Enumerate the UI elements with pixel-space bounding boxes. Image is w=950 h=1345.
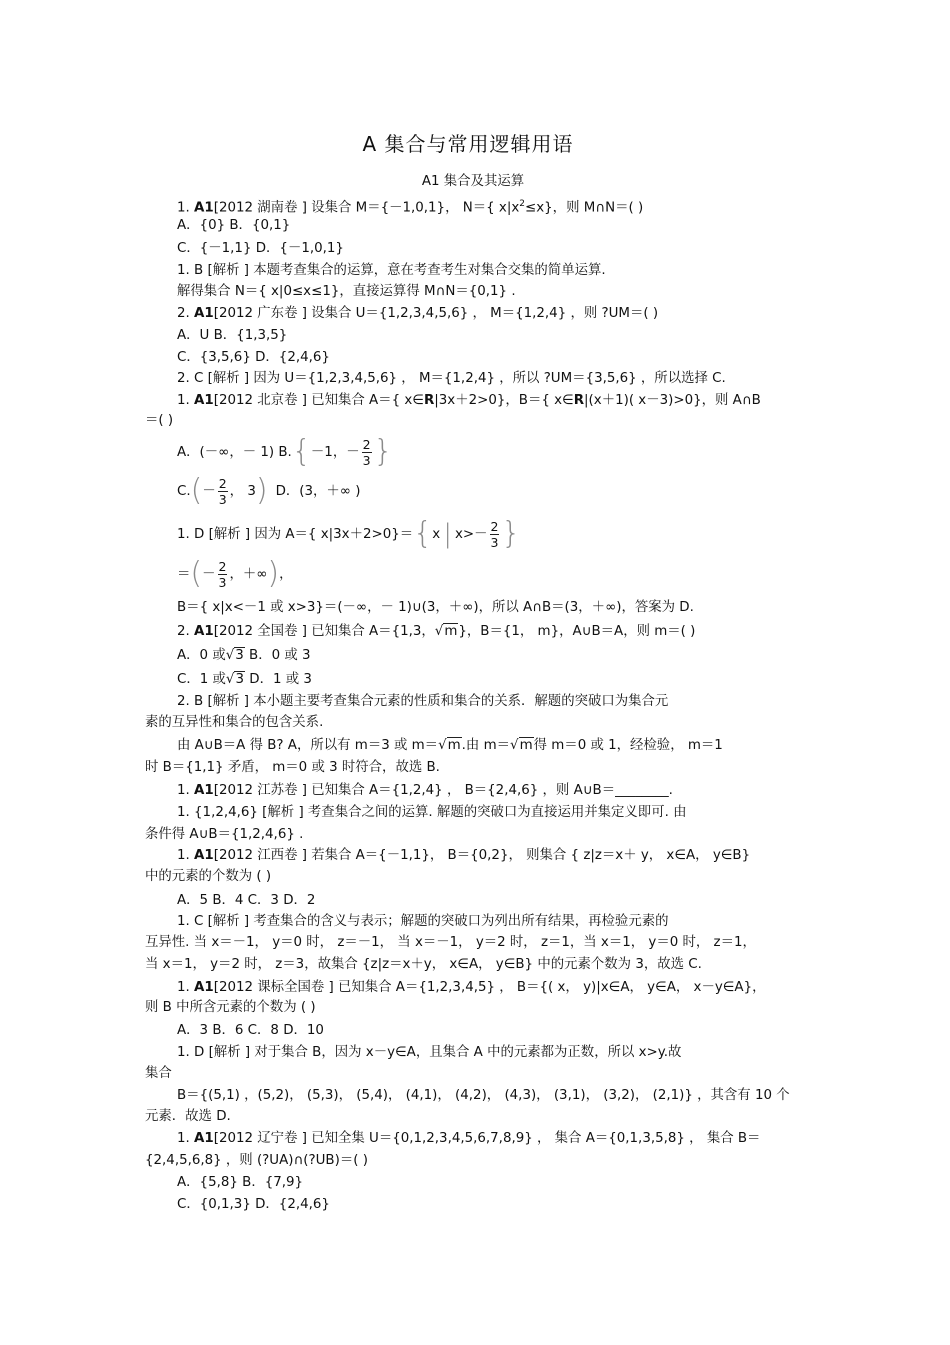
exponent: 2 xyxy=(519,199,526,209)
question-tag: A1 xyxy=(194,1131,214,1146)
question-beijing xyxy=(177,392,761,410)
reals-symbol: R xyxy=(573,393,585,408)
answer-text: ＝ xyxy=(177,567,191,582)
interval-end: ， 3 xyxy=(229,484,256,499)
set-content: －1，－ xyxy=(310,445,360,460)
question-number: 2. xyxy=(177,306,190,321)
option-text: D．1 或 3 xyxy=(245,672,312,687)
fraction xyxy=(218,476,228,507)
question-number: 1. xyxy=(177,1131,190,1146)
question-text: [2012 全国卷 ] 已知集合 A＝{1,3， xyxy=(213,624,435,639)
answer-line: 1. C [解析 ] 考查集合的含义与表示；解题的突破口为列出所有结果，再检验元素的 xyxy=(177,914,669,929)
question-text-line2: 中的元素的个数为 ( ) xyxy=(145,869,272,884)
question-text-line2: 则 B 中所含元素的个数为 ( ) xyxy=(145,1000,316,1015)
question-tag: A1 xyxy=(194,848,214,863)
right-paren: ) xyxy=(267,556,280,591)
answer-text: 由 A∪B＝A 得 B? A，所以有 m＝3 或 m＝ xyxy=(177,738,439,753)
square-root: √3 xyxy=(225,672,244,687)
question-number: 1. xyxy=(177,848,190,863)
fraction-denominator: 3 xyxy=(490,534,499,550)
square-root: √m xyxy=(434,624,458,639)
answer-text: 得 m＝0 或 1，经检验， m＝1 xyxy=(533,738,723,753)
options-row: A．3 B．6 C．8 D．10 xyxy=(177,1023,324,1038)
options-row: A．5 B．4 C．3 D．2 xyxy=(177,893,316,908)
question-text-line2: {2,4,5,6,8} ，则 (?UA)∩(?UB)＝( ) xyxy=(145,1153,368,1168)
question-number: 1. xyxy=(177,980,190,995)
question-number: 1. xyxy=(177,200,190,216)
radicand: m xyxy=(519,738,533,753)
square-root: √m xyxy=(438,738,461,753)
question-jiangsu xyxy=(177,782,673,800)
right-brace: } xyxy=(501,516,521,551)
options-row-cd xyxy=(177,470,360,512)
set-condition: x>－ xyxy=(454,527,488,542)
answer-line: 1. D [解析 ] 对于集合 B，因为 x－y∈A，且集合 A 中的元素都为正数，所以 x>y.故 xyxy=(177,1045,682,1060)
question-text-line2: ＝( ) xyxy=(145,413,174,428)
set-bar: | xyxy=(443,519,452,549)
question-kebiao xyxy=(177,979,766,997)
right-paren: ) xyxy=(255,473,268,508)
question-text-tail: ≤x}，则 M∩N＝( ) xyxy=(525,200,644,216)
answer-line: 1. {1,2,4,6} [解析 ] 考查集合之间的运算. 解题的突破口为直接运用并集定义即可. 由 xyxy=(177,805,687,820)
question-number: 2. xyxy=(177,624,190,639)
left-paren: ( xyxy=(190,473,203,508)
fraction xyxy=(362,437,372,468)
options-row xyxy=(177,671,312,689)
question-guangdong xyxy=(177,305,658,323)
right-brace: } xyxy=(373,434,393,469)
question-tag: A1 xyxy=(194,783,214,798)
question-text: [2012 广东卷 ] 设集合 U＝{1,2,3,4,5,6} ， M＝{1,2,4} ，则 ?UM＝( ) xyxy=(213,306,659,321)
fraction xyxy=(218,559,228,590)
radicand: 3 xyxy=(235,648,244,663)
options-row: A．{5,8} B．{7,9} xyxy=(177,1175,304,1190)
answer-line: 条件得 A∪B＝{1,2,4,6} . xyxy=(145,827,304,842)
question-text: |3x＋2>0}，B＝{ x∈ xyxy=(434,393,574,408)
fraction-numerator: 2 xyxy=(490,518,499,534)
interval-end: ，＋∞ xyxy=(229,567,268,582)
answer-line: 集合 xyxy=(145,1066,172,1081)
question-tag: A1 xyxy=(194,306,214,321)
question-number: 1. xyxy=(177,783,190,798)
question-tag: A1 xyxy=(194,393,214,408)
question-hunan xyxy=(177,195,643,217)
fraction xyxy=(490,519,500,550)
options-row: C．{－1,1} D．{－1,0,1} xyxy=(177,241,344,256)
answer-line: 1. B [解析 ] 本题考查集合的运算，意在考查考生对集合交集的简单运算. xyxy=(177,263,606,278)
option-text: C．1 或 xyxy=(177,672,226,687)
left-paren: ( xyxy=(190,556,203,591)
radicand: m xyxy=(444,624,458,639)
radicand: 3 xyxy=(235,672,244,687)
answer-line: B＝{(5,1) ，(5,2)， (5,3)， (5,4)， (4,1)， (4,2)， (4,3)， (3,1)， (3,2)， (2,1)} ，其含有 10 个 xyxy=(177,1088,790,1103)
square-root: √m xyxy=(510,738,533,753)
question-text: |(x＋1)( x－3)>0}，则 A∩B xyxy=(584,393,761,408)
page-title: A 集合与常用逻辑用语 xyxy=(362,132,574,156)
fraction-numerator: 2 xyxy=(218,475,227,491)
answer-line xyxy=(177,553,293,595)
fraction-numerator: 2 xyxy=(218,558,227,574)
left-brace: { xyxy=(291,434,311,469)
answer-text: ， xyxy=(279,567,293,582)
answer-line: 2. B [解析 ] 本小题主要考查集合元素的性质和集合的关系．解题的突破口为集合元 xyxy=(177,694,669,709)
question-text: [2012 江西卷 ] 若集合 A＝{－1,1}， B＝{0,2}， 则集合 { z|z＝x＋ y， x∈A， y∈B} xyxy=(213,848,751,863)
left-brace: { xyxy=(413,516,433,551)
interval-start: － xyxy=(202,567,216,582)
question-number: 1. xyxy=(177,393,190,408)
answer-line xyxy=(177,737,723,755)
options-row: A．U B．{1,3,5} xyxy=(177,328,288,343)
square-root: √3 xyxy=(225,648,244,663)
answer-line: 元素．故选 D. xyxy=(145,1109,231,1124)
option-c-label: C. xyxy=(177,484,191,499)
fraction-numerator: 2 xyxy=(362,436,371,452)
question-jiangxi xyxy=(177,847,750,865)
radicand: m xyxy=(447,738,461,753)
question-tag: A1 xyxy=(194,980,214,995)
options-row-ab xyxy=(177,432,393,472)
answer-line: 2. C [解析 ] 因为 U＝{1,2,3,4,5,6} ， M＝{1,2,4} ，所以 ?UM＝{3,5,6} ，所以选择 C. xyxy=(177,371,726,386)
question-text: [2012 北京卷 ] 已知集合 A＝{ x∈ xyxy=(213,393,424,408)
answer-line: B＝{ x|x<－1 或 x>3}＝(－∞，－ 1)∪(3，＋∞)，所以 A∩B＝(3，＋∞)，答案为 D. xyxy=(177,600,694,615)
answer-line: 解得集合 N＝{ x|0≤x≤1}，直接运算得 M∩N＝{0,1} . xyxy=(177,284,516,299)
interval-start: － xyxy=(202,484,216,499)
answer-line: 时 B＝{1,1} 矛盾， m＝0 或 3 时符合，故选 B. xyxy=(145,760,440,775)
option-a-b: A．(－∞，－ 1) B. xyxy=(177,445,292,460)
answer-text: .由 m＝ xyxy=(461,738,511,753)
answer-line: 互异性. 当 x＝－1， y＝0 时， z＝－1， 当 x＝－1， y＝2 时， z＝1，当 x＝1， y＝0 时， z＝1， xyxy=(145,935,756,950)
question-text: [2012 辽宁卷 ] 已知全集 U＝{0,1,2,3,4,5,6,7,8,9} ， 集合 A＝{0,1,3,5,8} ， 集合 B＝ xyxy=(213,1131,761,1146)
option-d: D．(3，＋∞ ) xyxy=(275,484,361,499)
fraction-denominator: 3 xyxy=(218,491,227,507)
answer-text: 1. D [解析 ] 因为 A＝{ x|3x＋2>0}＝ xyxy=(177,527,414,542)
question-tag: A1 xyxy=(194,200,214,216)
question-text: [2012 江苏卷 ] 已知集合 A＝{1,2,4} ， B＝{2,4,6} ，则 A∪B＝________. xyxy=(213,783,673,798)
section-title: A1 集合及其运算 xyxy=(421,174,525,189)
question-text: [2012 湖南卷 ] 设集合 M＝{－1,0,1}， N＝{ x|x xyxy=(213,200,520,216)
options-row xyxy=(177,647,311,665)
answer-line xyxy=(177,512,521,556)
question-text: [2012 课标全国卷 ] 已知集合 A＝{1,2,3,4,5} ， B＝{( x， y)|x∈A， y∈A， x－y∈A}， xyxy=(213,980,766,995)
answer-line: 素的互异性和集合的包含关系. xyxy=(145,715,324,730)
answer-line: 当 x＝1， y＝2 时， z＝3，故集合 {z|z＝x＋y， x∈A， y∈B} 中的元素个数为 3，故选 C. xyxy=(145,957,702,972)
options-row: C．{3,5,6} D．{2,4,6} xyxy=(177,350,330,365)
question-liaoning xyxy=(177,1130,760,1148)
question-national xyxy=(177,623,695,641)
option-text: A．0 或 xyxy=(177,648,226,663)
option-text: B．0 或 3 xyxy=(244,648,311,663)
options-row: C．{0,1,3} D．{2,4,6} xyxy=(177,1197,330,1212)
set-variable: x xyxy=(432,527,441,542)
reals-symbol: R xyxy=(423,393,435,408)
fraction-denominator: 3 xyxy=(362,452,371,468)
question-tag: A1 xyxy=(194,624,214,639)
question-text: }，B＝{1， m}，A∪B＝A，则 m＝( ) xyxy=(458,624,696,639)
options-row: A．{0} B．{0,1} xyxy=(177,218,291,233)
fraction-denominator: 3 xyxy=(218,574,227,590)
